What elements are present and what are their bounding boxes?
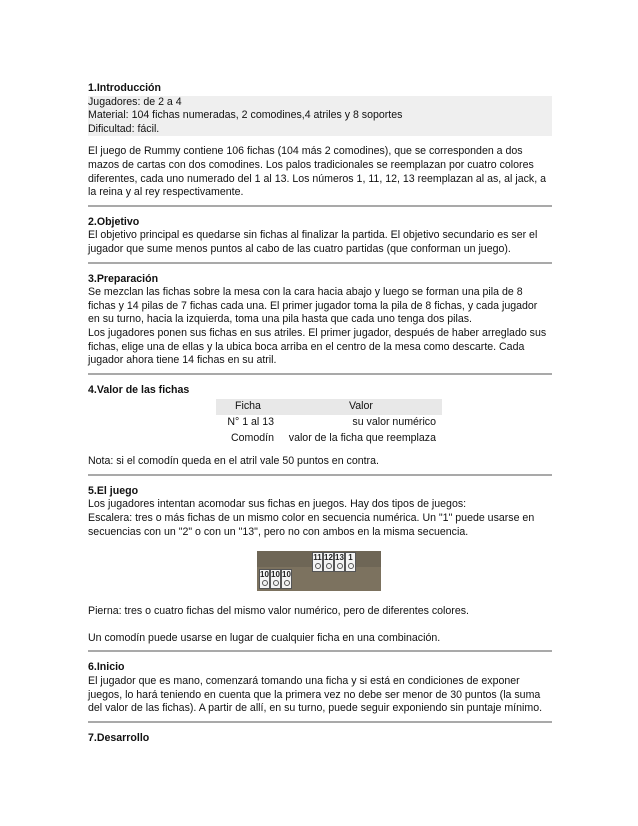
tile [270,569,281,589]
paragraph: Los jugadores ponen sus fichas en sus atriles. El primer jugador, después de haber arreglado sus fichas, elige una de ellas y la ubica boca arriba en el centro de la mesa como descarte. Cada jugador ahora tiene 14 fichas en su atril. [88,326,547,367]
tile-number: 10 [282,570,291,580]
section-heading: 4.Valor de las fichas [88,383,190,396]
tile [312,552,323,572]
section-desarrollo [88,732,552,746]
divider [88,205,552,207]
section-el-juego [88,485,552,653]
divider [88,373,552,375]
tile-number: 13 [335,553,344,563]
section-preparacion [88,273,552,375]
info-box [88,96,552,137]
section-heading: 3.Preparación [88,272,159,285]
divider [88,650,552,652]
paragraph: Pierna: tres o cuatro fichas del mismo valor numérico, pero de diferentes colores. [88,605,469,618]
tile [345,552,356,572]
table-row [216,431,442,447]
section-heading: 5.El juego [88,484,139,497]
tiles-image [88,549,552,597]
note-text: Nota: si el comodín queda en el atril vale 50 puntos en contra. [88,455,379,468]
table-cell: Comodín [231,432,274,445]
table-header-row [216,399,442,415]
section-heading: 1.Introducción [88,82,161,94]
tile-number: 1 [348,553,353,563]
table-header-cell: Ficha [216,399,280,415]
paragraph: Escalera: tres o más fichas de un mismo color en secuencia numérica. Un "1" puede usarse en secuencias con un "2" o con un "13", pero no con ambos en la misma secuencia. [88,512,535,538]
section-inicio [88,661,552,722]
tile-number: 10 [260,570,269,580]
paragraph: El objetivo principal es quedarse sin fichas al finalizar la partida. El objetivo secundario es ser el jugador que sume menos puntos al cabo de las cuatro partidas (que conforman un juego). [88,229,538,255]
divider [88,721,552,723]
divider [88,474,552,476]
table-cell: valor de la ficha que reemplaza [288,432,436,445]
info-players: Jugadores: de 2 a 4 [88,95,182,108]
section-heading: 2.Objetivo [88,215,140,228]
table-header-cell: Valor [280,399,442,415]
paragraph: Se mezclan las fichas sobre la mesa con la cara hacia abajo y luego se forman una pila de 8 fichas y 14 pilas de 7 fichas cada una. El primer jugador toma la pila de 8 fichas, y cada jugador en su turno, hacia la izquierda, toma una pila hasta que cada uno tenga dos pilas. [88,286,538,326]
tile-number: 12 [324,553,333,563]
info-material: Material: 104 fichas numeradas, 2 comodines,4 atriles y 8 soportes [88,109,403,122]
paragraph: Los jugadores intentan acomodar sus fichas en juegos. Hay dos tipos de juegos: [88,498,467,511]
table-row [216,415,442,431]
paragraph: El jugador que es mano, comenzará tomando una ficha y si está en condiciones de exponer juegos, lo hará teniendo en cuenta que la primera vez no debe ser menor de 30 puntos (la suma del valor de las fichas). A partir de allí, en su turno, puede seguir exponiendo sin puntaje mínimo. [88,675,543,715]
table-cell: N° 1 al 13 [227,416,274,429]
tile [259,569,270,589]
paragraph: Un comodín puede usarse en lugar de cualquier ficha en una combinación. [88,631,441,644]
tile-number: 11 [313,553,322,563]
info-difficulty: Dificultad: fácil. [88,122,160,135]
section-valor-fichas [88,384,552,476]
paragraph: El juego de Rummy contiene 106 fichas (104 más 2 comodines), que se corresponden a dos mazos de cartas con dos comodines. Los palos tradicionales se reemplazan por cuatro colores diferentes, cada uno numerado del 1 al 13. Los números 1, 11, 12, 13 reemplazan al as, al jack, a la reina y al rey respectivamente. [88,145,546,199]
divider [88,262,552,264]
section-heading: 7.Desarrollo [88,731,150,744]
table-cell: su valor numérico [352,416,436,429]
section-heading: 6.Inicio [88,661,125,674]
section-objetivo [88,216,552,264]
tile [281,569,292,589]
values-table [216,399,442,447]
tile-number: 10 [271,570,280,580]
tile [323,552,334,572]
section-introduccion [88,82,552,207]
tile [334,552,345,572]
document-page [88,82,552,745]
